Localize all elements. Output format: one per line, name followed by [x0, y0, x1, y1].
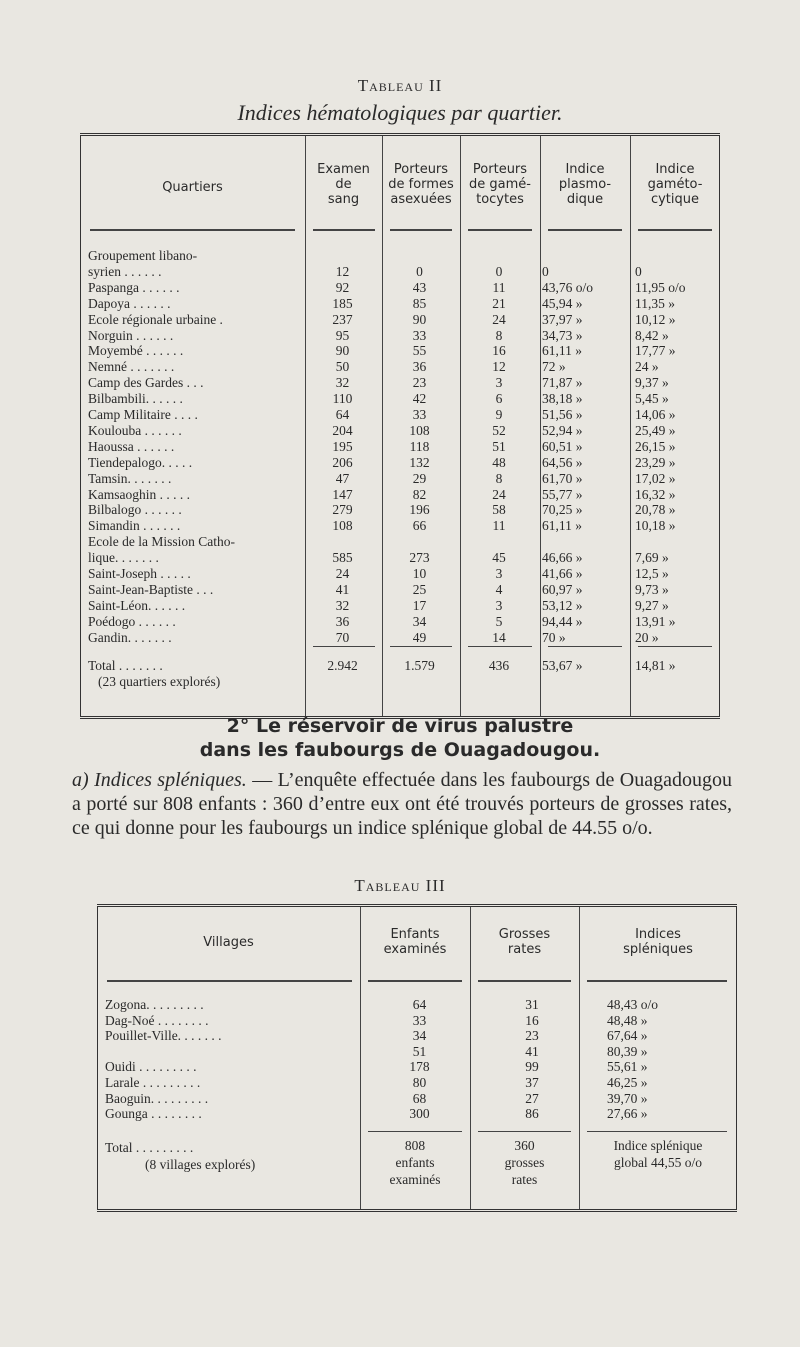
cell-gametocytes: 24 [492, 486, 506, 502]
cell-gametocytes: 4 [495, 581, 503, 597]
header-indice-plasmodique: Indice plasmo- dique [558, 162, 612, 207]
cell-gametocytes: 45 [492, 550, 506, 566]
total-asexuees: 1.579 [404, 658, 435, 673]
total-examen: 2.942 [327, 658, 358, 673]
cell-grosses-rates: 23 [525, 1028, 539, 1044]
total-rule [313, 646, 375, 647]
cell-indice-plasmodique: 61,11 » [542, 343, 582, 359]
quartier-name: Haoussa . . . . . . [88, 438, 175, 454]
cell-indice-splenique: 39,70 » [607, 1090, 648, 1106]
table-3-total-indice: Indice splénique global 44,55 o/o [613, 1138, 703, 1170]
village-name: Dag-Noé . . . . . . . . [105, 1012, 209, 1028]
cell-examen: 12 [335, 263, 350, 279]
cell-indice-splenique: 55,61 » [607, 1059, 648, 1075]
cell-enfants-examines: 80 [412, 1075, 427, 1090]
cell-examen: 206 [332, 454, 353, 470]
cell-enfants-examines: 300 [409, 1106, 430, 1122]
cell-indice-gametocytique: 9,37 » [635, 375, 669, 391]
total-indice-plasmodique: 53,67 » [542, 658, 583, 673]
total-rule [368, 1131, 462, 1132]
cell-indice-gametocytique: 24 » [635, 359, 659, 375]
cell-indice-plasmodique: 55,77 » [542, 486, 583, 502]
village-name: Gounga . . . . . . . . [105, 1106, 202, 1122]
cell-indice-gametocytique: 14,06 » [635, 407, 676, 422]
cell-gametocytes: 58 [492, 502, 506, 518]
body-paragraph [72, 768, 732, 840]
cell-asexuees: 29 [412, 470, 427, 486]
cell-gametocytes: 3 [495, 566, 503, 581]
cell-indice-splenique: 27,66 » [607, 1106, 648, 1122]
cell-enfants-examines: 34 [412, 1028, 427, 1044]
cell-gametocytes: 11 [492, 279, 506, 295]
quartier-name: Paspanga . . . . . . [88, 279, 180, 295]
header-examen: Examen de sang [317, 162, 370, 207]
quartier-name: Groupement libano- [88, 248, 198, 263]
cell-gametocytes: 51 [492, 438, 506, 454]
total-indice-gametocytique: 14,81 » [635, 658, 676, 673]
cell-indice-gametocytique: 0 [635, 263, 642, 279]
table-3-total-enfants: 808 enfants examinés [389, 1138, 441, 1187]
total-label: Total . . . . . . . [88, 658, 163, 673]
header-rule [587, 980, 727, 982]
cell-examen: 279 [332, 502, 353, 518]
header-villages: Villages [203, 935, 254, 950]
table-row [97, 1106, 737, 1124]
total-rule [478, 1131, 571, 1132]
cell-indice-gametocytique: 5,45 » [635, 391, 669, 407]
cell-gametocytes: 0 [495, 263, 503, 279]
cell-indice-gametocytique: 25,49 » [635, 422, 676, 438]
total-rule [638, 646, 712, 647]
cell-grosses-rates: 86 [525, 1106, 539, 1122]
cell-examen: 92 [335, 279, 350, 295]
cell-indice-gametocytique: 11,95 o/o [635, 279, 686, 295]
cell-indice-plasmodique: 61,11 » [542, 518, 582, 534]
cell-asexuees: 82 [412, 486, 427, 502]
cell-indice-splenique: 48,48 » [607, 1012, 648, 1028]
table-2-title: Tableau II [357, 76, 443, 95]
cell-indice-plasmodique: 52,94 » [542, 422, 583, 438]
cell-asexuees: 55 [412, 343, 427, 359]
cell-indice-plasmodique: 0 [542, 263, 549, 279]
cell-indice-gametocytique: 12,5 » [635, 566, 669, 581]
cell-gametocytes: 24 [492, 311, 506, 327]
table-3-total-rates: 360 grosses rates [504, 1138, 545, 1187]
cell-examen: 195 [332, 438, 353, 454]
cell-asexuees: 33 [412, 327, 427, 343]
cell-examen: 108 [332, 518, 353, 534]
cell-indice-gametocytique: 10,12 » [635, 311, 676, 327]
cell-examen: 32 [335, 375, 350, 391]
header-indices-spleniques: Indices spléniques [623, 927, 693, 957]
cell-indice-gametocytique: 9,27 » [635, 597, 669, 613]
cell-indice-splenique: 67,64 » [607, 1028, 648, 1044]
village-name: Pouillet-Ville. . . . . . . [105, 1028, 222, 1044]
cell-indice-gametocytique: 13,91 » [635, 613, 676, 629]
village-name: Ouidi . . . . . . . . . [105, 1059, 197, 1075]
quartier-name: Tamsin. . . . . . . [88, 470, 172, 486]
cell-asexuees: 42 [412, 391, 427, 407]
cell-examen: 41 [335, 581, 350, 597]
header-rule [368, 980, 462, 982]
cell-indice-plasmodique: 37,97 » [542, 311, 583, 327]
cell-asexuees: 273 [409, 550, 430, 566]
cell-examen: 32 [335, 597, 350, 613]
cell-indice-plasmodique: 60,51 » [542, 438, 583, 454]
cell-indice-plasmodique: 34,73 » [542, 327, 583, 343]
cell-indice-plasmodique: 46,66 » [542, 550, 583, 566]
cell-indice-plasmodique: 60,97 » [542, 581, 583, 597]
cell-indice-splenique: 80,39 » [607, 1043, 648, 1059]
cell-indice-splenique: 48,43 o/o [607, 997, 659, 1012]
paragraph-text: — L’enquête effectuée dans les faubourgs de Ouagadougou a porté sur 808 enfants : 360 d’entre eux ont été trouvés porteurs de grosses rates, ce qui donne pour les faubourgs un indice splénique global de 44.55 o/o. [72, 769, 732, 839]
table-3-title: Tableau III [354, 876, 446, 895]
cell-enfants-examines: 64 [412, 997, 427, 1012]
cell-gametocytes: 16 [492, 343, 506, 359]
cell-examen: 47 [335, 470, 350, 486]
cell-gametocytes: 48 [492, 454, 506, 470]
cell-asexuees: 66 [412, 518, 427, 534]
cell-examen: 237 [332, 311, 353, 327]
quartier-name: Simandin . . . . . . [88, 518, 181, 534]
header-rule [313, 229, 375, 231]
paragraph-label: a) Indices spléniques. [72, 769, 247, 791]
cell-grosses-rates: 16 [525, 1012, 539, 1028]
cell-asexuees: 25 [412, 581, 427, 597]
cell-asexuees: 10 [412, 566, 427, 581]
quartier-name: Camp Militaire . . . . [88, 407, 198, 422]
cell-enfants-examines: 33 [412, 1012, 427, 1028]
cell-asexuees: 196 [409, 502, 430, 518]
cell-asexuees: 0 [416, 263, 423, 279]
cell-asexuees: 33 [412, 407, 427, 422]
cell-indice-plasmodique: 71,87 » [542, 375, 583, 391]
cell-gametocytes: 6 [495, 391, 503, 407]
quartier-name: lique. . . . . . . [88, 550, 159, 566]
cell-gametocytes: 52 [492, 422, 506, 438]
cell-indice-gametocytique: 20,78 » [635, 502, 676, 518]
cell-asexuees: 34 [412, 613, 427, 629]
cell-asexuees: 90 [412, 311, 427, 327]
quartier-name: Saint-Léon. . . . . . [88, 597, 186, 613]
quartier-name: Nemné . . . . . . . [88, 359, 175, 375]
cell-examen: 185 [332, 295, 353, 311]
cell-gametocytes: 14 [492, 629, 506, 645]
cell-gametocytes: 3 [495, 375, 503, 391]
table-3-total-label: Total . . . . . . . . . (8 villages explorés) [105, 1140, 256, 1172]
cell-enfants-examines: 68 [412, 1090, 427, 1106]
cell-gametocytes: 21 [492, 295, 506, 311]
cell-examen: 95 [335, 327, 350, 343]
quartier-name: Koulouba . . . . . . [88, 422, 182, 438]
quartier-name: Norguin . . . . . . [88, 327, 174, 343]
cell-asexuees: 23 [412, 375, 427, 391]
cell-gametocytes: 12 [492, 359, 506, 375]
cell-asexuees: 108 [409, 422, 430, 438]
cell-examen: 147 [332, 486, 353, 502]
header-rule [107, 980, 352, 982]
cell-indice-plasmodique: 70,25 » [542, 502, 583, 518]
cell-indice-plasmodique: 51,56 » [542, 407, 583, 422]
table-2 [80, 133, 720, 719]
cell-examen: 585 [332, 550, 353, 566]
quartier-name: Gandin. . . . . . . [88, 629, 172, 645]
cell-indice-gametocytique: 17,77 » [635, 343, 676, 359]
cell-gametocytes: 8 [495, 470, 503, 486]
cell-indice-plasmodique: 61,70 » [542, 470, 583, 486]
quartier-name: syrien . . . . . . [88, 263, 162, 279]
cell-indice-splenique: 46,25 » [607, 1075, 648, 1090]
cell-indice-plasmodique: 70 » [542, 629, 566, 645]
cell-gametocytes: 3 [495, 597, 503, 613]
quartier-name: Bilbalogo . . . . . . [88, 502, 182, 518]
cell-examen: 50 [335, 359, 350, 375]
cell-indice-gametocytique: 7,69 » [635, 550, 669, 566]
cell-grosses-rates: 99 [525, 1059, 539, 1075]
cell-indice-gametocytique: 11,35 » [635, 295, 675, 311]
cell-gametocytes: 5 [495, 613, 503, 629]
quartier-name: Ecole régionale urbaine . [88, 311, 223, 327]
cell-indice-gametocytique: 17,02 » [635, 470, 676, 486]
village-name: Baoguin. . . . . . . . . [105, 1090, 209, 1106]
header-formes-asexuees: Porteurs de formes asexuées [388, 162, 454, 207]
cell-gametocytes: 8 [495, 327, 503, 343]
cell-asexuees: 17 [412, 597, 427, 613]
header-rule [90, 229, 295, 231]
cell-indice-plasmodique: 64,56 » [542, 454, 583, 470]
cell-indice-plasmodique: 43,76 o/o [542, 279, 594, 295]
header-rule [478, 980, 571, 982]
cell-indice-plasmodique: 45,94 » [542, 295, 583, 311]
cell-indice-gametocytique: 20 » [635, 629, 659, 645]
cell-indice-gametocytique: 26,15 » [635, 438, 676, 454]
header-rule [548, 229, 622, 231]
cell-enfants-examines: 51 [412, 1043, 427, 1059]
quartier-name: Saint-Jean-Baptiste . . . [88, 581, 214, 597]
cell-indice-gametocytique: 10,18 » [635, 518, 676, 534]
table-2-subtitle: Indices hématologiques par quartier. [237, 100, 563, 125]
section-heading: 2° Le réservoir de virus palustre dans les faubourgs de Ouagadougou. [199, 715, 601, 761]
header-rule [638, 229, 712, 231]
total-sub-label: (23 quartiers explorés) [98, 674, 221, 689]
quartier-name: Bilbambili. . . . . . [88, 391, 183, 407]
quartier-name: Poédogo . . . . . . [88, 613, 176, 629]
table-2-total-sub [80, 674, 720, 692]
cell-gametocytes: 11 [492, 518, 506, 534]
header-gametocytes: Porteurs de gamé- tocytes [469, 162, 531, 207]
cell-asexuees: 132 [409, 454, 430, 470]
cell-enfants-examines: 178 [409, 1059, 430, 1075]
cell-gametocytes: 9 [495, 407, 503, 422]
cell-asexuees: 36 [412, 359, 427, 375]
cell-grosses-rates: 27 [525, 1090, 539, 1106]
quartier-name: Camp des Gardes . . . [88, 375, 204, 391]
quartier-name: Saint-Joseph . . . . . [88, 566, 191, 581]
cell-asexuees: 43 [412, 279, 427, 295]
cell-indice-gametocytique: 16,32 » [635, 486, 676, 502]
quartier-name: Tiendepalogo. . . . . [88, 454, 193, 470]
cell-indice-plasmodique: 53,12 » [542, 597, 583, 613]
header-quartiers: Quartiers [162, 180, 223, 195]
total-rule [468, 646, 532, 647]
cell-examen: 204 [332, 422, 353, 438]
cell-asexuees: 118 [409, 438, 430, 454]
total-rule [587, 1131, 727, 1132]
cell-grosses-rates: 37 [525, 1075, 539, 1090]
header-grosses-rates: Grosses rates [498, 927, 551, 957]
cell-indice-plasmodique: 38,18 » [542, 391, 583, 407]
total-rule [548, 646, 622, 647]
cell-indice-plasmodique: 72 » [542, 359, 566, 375]
quartier-name: Moyembé . . . . . . [88, 343, 184, 359]
header-rule [390, 229, 452, 231]
cell-examen: 70 [335, 629, 350, 645]
cell-examen: 64 [335, 407, 350, 422]
cell-indice-gametocytique: 23,29 » [635, 454, 676, 470]
cell-grosses-rates: 31 [525, 997, 539, 1012]
cell-asexuees: 49 [412, 629, 427, 645]
cell-indice-gametocytique: 8,42 » [635, 327, 669, 343]
cell-grosses-rates: 41 [525, 1043, 539, 1059]
quartier-name: Ecole de la Mission Catho- [88, 534, 235, 550]
table-row [80, 630, 720, 648]
header-enfants-examines: Enfants examinés [383, 927, 447, 957]
cell-indice-plasmodique: 41,66 » [542, 566, 583, 581]
header-rule [468, 229, 532, 231]
quartier-name: Kamsaoghin . . . . . [88, 486, 190, 502]
cell-indice-plasmodique: 94,44 » [542, 613, 583, 629]
cell-examen: 36 [335, 613, 350, 629]
cell-indice-gametocytique: 9,73 » [635, 581, 669, 597]
cell-examen: 90 [335, 343, 350, 359]
total-gametocytes: 436 [488, 658, 510, 673]
village-name: Larale . . . . . . . . . [105, 1075, 201, 1090]
cell-examen: 24 [335, 566, 350, 581]
total-rule [390, 646, 452, 647]
village-name: Zogona. . . . . . . . . [105, 997, 204, 1012]
quartier-name: Dapoya . . . . . . [88, 295, 171, 311]
table-3 [97, 904, 737, 1212]
cell-examen: 110 [332, 391, 353, 407]
header-indice-gametocytique: Indice gaméto- cytique [647, 162, 703, 207]
cell-asexuees: 85 [412, 295, 427, 311]
